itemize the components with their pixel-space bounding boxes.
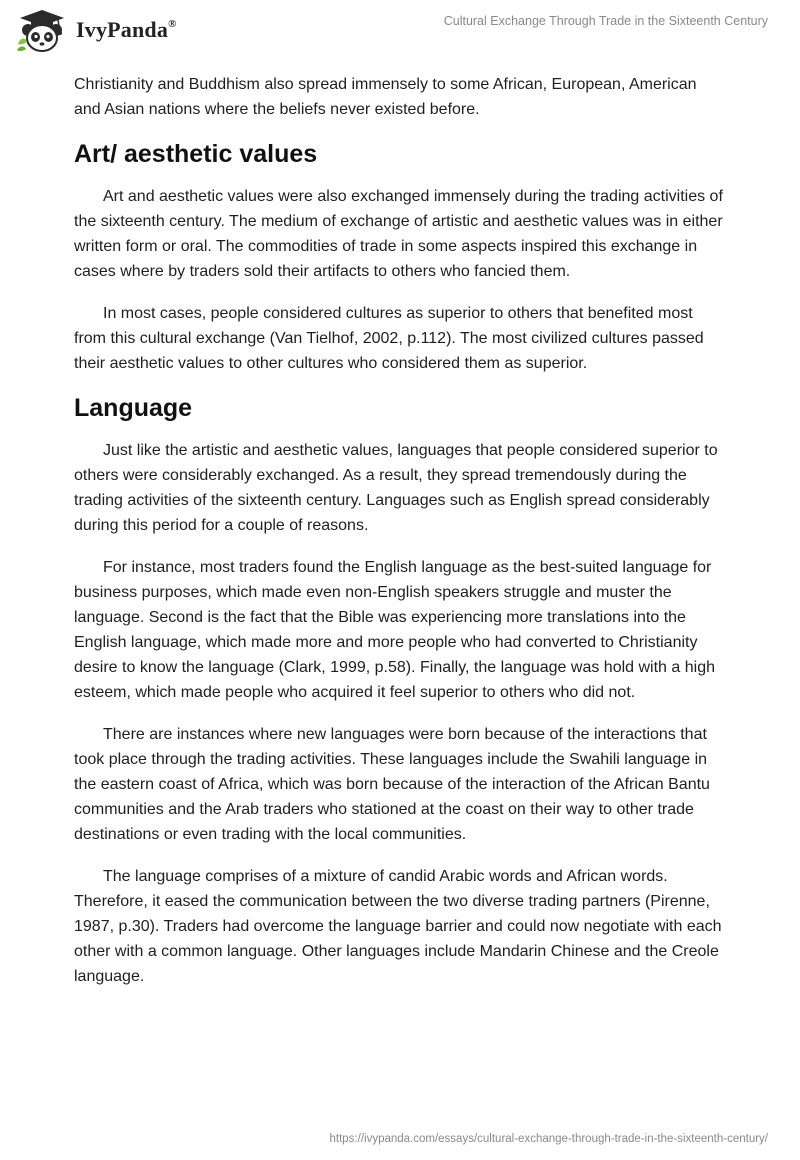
brand-name-text: IvyPanda — [76, 17, 169, 42]
intro-paragraph: Christianity and Buddhism also spread immensely to some African, European, American and Asian nations where the beliefs never existed before. — [74, 76, 697, 118]
paragraph: Just like the artistic and aesthetic values, languages that people considered superior to others were considerably exchanged. As a result, they spread tremendously during the trading activities of the sixteenth century. Languages such as English spread considerably during this period for a couple of reasons. — [74, 442, 718, 534]
paragraph: Art and aesthetic values were also exchanged immensely during the trading activities of the sixteenth century. The medium of exchange of artistic and aesthetic values was in either written form or oral. The commodities of trade in some aspects inspired this exchange in cases where by traders sold their artifacts to others who fancied them. — [74, 188, 723, 280]
paragraph: The language comprises of a mixture of candid Arabic words and African words. Therefore, it eased the communication between the two diverse trading partners (Pirenne, 1987, p.30). Traders had overcome the language barrier and could now negotiate with each other with a common language. Other languages include Mandarin Chinese and the Creole language. — [74, 868, 722, 985]
paragraph: For instance, most traders found the English language as the best-suited language for business purposes, which made even non-English speakers struggle and muster the language. Second is the fact that the Bible was experiencing more translations into the English language, which made more and more people who had converted to Christianity desire to know the language (Clark, 1999, p.58). Finally, the language was hold with a high esteem, which made people who acquired it feel superior to others who did not. — [74, 559, 715, 701]
source-url[interactable]: https://ivypanda.com/essays/cultural-exchange-through-trade-in-the-sixteenth-century/ — [329, 1133, 768, 1145]
paragraph: There are instances where new languages were born because of the interactions that took place through the trading activities. These languages include the Swahili language in the eastern coast of Africa, which was born because of the interaction of the African Bantu communities and the Arab traders who stationed at the coast on their way to other trade destinations or even trading with the local communities. — [74, 726, 710, 843]
essay-content — [74, 72, 726, 1006]
ivypanda-logo[interactable] — [14, 6, 177, 54]
paragraph: In most cases, people considered cultures as superior to others that benefited most from this cultural exchange (Van Tielhof, 2002, p.112). The most civilized cultures passed their aesthetic values to other cultures who considered them as superior. — [74, 305, 704, 372]
page-header — [0, 0, 800, 60]
registered-mark: ® — [168, 17, 177, 30]
section-heading-art: Art/ aesthetic values — [74, 140, 318, 168]
document-title: Cultural Exchange Through Trade in the Sixteenth Century — [443, 14, 768, 28]
panda-graduation-cap-icon — [14, 6, 70, 54]
brand-name — [76, 17, 177, 43]
section-heading-language: Language — [74, 394, 193, 422]
